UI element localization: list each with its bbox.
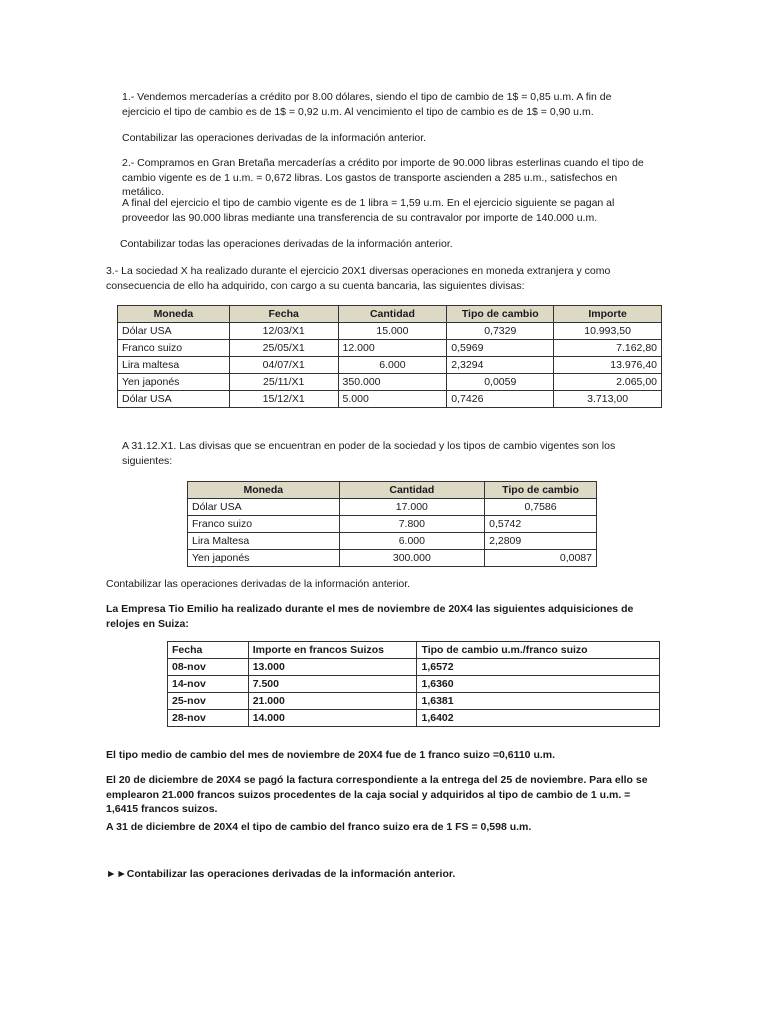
cell-fecha: 25-nov (168, 693, 249, 710)
cell-tipo-cambio: 0,7586 (485, 499, 597, 516)
column-header: Moneda (188, 482, 340, 499)
cell-tipo-cambio: 0,5969 (447, 340, 554, 357)
table-row (118, 357, 662, 374)
exercise-3-statement: 3.- La sociedad X ha realizado durante el ejercicio 20X1 diversas operaciones en moneda extranjera y como consecuencia de ello ha adquirido, con cargo a su cuenta bancaria, las siguientes divisas: (106, 265, 611, 292)
cell-fecha: 12/03/X1 (229, 323, 338, 340)
cell-cantidad: 6.000 (338, 357, 447, 374)
exercise-2-year-end: A final del ejercicio el tipo de cambio vigente es de 1 libra = 1,59 u.m. En el ejercicio siguiente se pagan al proveedor las 90.000 libras mediante una transferencia de su contravalor por importe de 140.000 u.m. (122, 197, 615, 224)
cell-fecha: 08-nov (168, 659, 249, 676)
cell-fecha: 15/12/X1 (229, 391, 338, 408)
exercise-4-year-end-rate: A 31 de diciembre de 20X4 el tipo de cambio del franco suizo era de 1 FS = 0,598 u.m. (106, 821, 532, 833)
exercise-4-instruction: ►►Contabilizar las operaciones derivadas de la información anterior. (106, 868, 456, 880)
column-header: Moneda (118, 306, 230, 323)
exercise-4-payment: El 20 de diciembre de 20X4 se pagó la factura correspondiente a la entrega del 25 de noviembre. Para ello se emplearon 21.000 francos suizos procedentes de la caja social y adquiridos al tipo de cambio de 1 u.m. = 1,6415 francos suizos. (106, 774, 648, 815)
exercise-3-instruction: Contabilizar las operaciones derivadas de la información anterior. (106, 578, 411, 590)
cell-fecha: 28-nov (168, 710, 249, 727)
table-row (188, 499, 597, 516)
table-row (168, 710, 660, 727)
cell-cantidad: 15.000 (338, 323, 447, 340)
column-header: Cantidad (339, 482, 485, 499)
cell-moneda: Yen japonés (188, 550, 340, 567)
column-header: Tipo de cambio (447, 306, 554, 323)
table-row (168, 676, 660, 693)
cell-tipo-cambio: 1,6572 (417, 659, 660, 676)
cell-moneda: Franco suizo (118, 340, 230, 357)
cell-importe: 14.000 (248, 710, 417, 727)
cell-fecha: 14-nov (168, 676, 249, 693)
table-row (118, 340, 662, 357)
column-header: Cantidad (338, 306, 447, 323)
cell-tipo-cambio: 1,6360 (417, 676, 660, 693)
exercise-4-statement: La Empresa Tio Emilio ha realizado durante el mes de noviembre de 20X4 las siguientes adquisiciones de relojes en Suiza: (106, 603, 634, 630)
table-row (168, 693, 660, 710)
cell-importe: 7.162,80 (554, 340, 662, 357)
table-row (168, 659, 660, 676)
cell-moneda: Dólar USA (188, 499, 340, 516)
table-header-row (168, 642, 660, 659)
cell-tipo-cambio: 1,6381 (417, 693, 660, 710)
exercise-1-instruction: Contabilizar las operaciones derivadas de la información anterior. (122, 132, 427, 144)
exercise-1-statement: 1.- Vendemos mercaderías a crédito por 8.00 dólares, siendo el tipo de cambio de 1$ = 0,85 u.m. A fin de ejercicio el tipo de cambio es de 1$ = 0,92 u.m. Al vencimiento el tipo de cambio es de 1$ = 0,90 u.m. (122, 91, 612, 118)
cell-importe: 10.993,50 (554, 323, 662, 340)
cell-tipo-cambio: 0,7426 (447, 391, 554, 408)
cell-fecha: 25/11/X1 (229, 374, 338, 391)
cell-cantidad: 5.000 (338, 391, 447, 408)
cell-moneda: Lira Maltesa (188, 533, 340, 550)
column-header: Tipo de cambio (485, 482, 597, 499)
table-row (188, 550, 597, 567)
cell-importe: 3.713,00 (554, 391, 662, 408)
table-row (118, 374, 662, 391)
table-row (118, 391, 662, 408)
cell-moneda: Yen japonés (118, 374, 230, 391)
cell-cantidad: 12.000 (338, 340, 447, 357)
exercise-3-year-end: A 31.12.X1. Las divisas que se encuentran en poder de la sociedad y los tipos de cambio vigentes son los siguientes: (122, 440, 616, 467)
cell-tipo-cambio: 2,2809 (485, 533, 597, 550)
cell-importe: 13.000 (248, 659, 417, 676)
cell-importe: 2.065,00 (554, 374, 662, 391)
column-header: Tipo de cambio u.m./franco suizo (417, 642, 660, 659)
column-header: Fecha (168, 642, 249, 659)
cell-tipo-cambio: 2,3294 (447, 357, 554, 374)
table-header-row (188, 482, 597, 499)
exercise-2-instruction: Contabilizar todas las operaciones derivadas de la información anterior. (120, 238, 453, 250)
cell-cantidad: 300.000 (339, 550, 485, 567)
cell-fecha: 04/07/X1 (229, 357, 338, 374)
cell-tipo-cambio: 1,6402 (417, 710, 660, 727)
cell-importe: 21.000 (248, 693, 417, 710)
table-swiss-purchases (167, 641, 660, 727)
cell-moneda: Dólar USA (118, 323, 230, 340)
exercise-2-statement: 2.- Compramos en Gran Bretaña mercaderías a crédito por importe de 90.000 libras esterlinas cuando el tipo de cambio vigente es de 1 u.m. = 0,672 libras. Los gastos de transporte ascienden a 285 u.m., satisfechos en metálico. (122, 157, 644, 198)
cell-fecha: 25/05/X1 (229, 340, 338, 357)
cell-moneda: Lira maltesa (118, 357, 230, 374)
cell-cantidad: 17.000 (339, 499, 485, 516)
cell-importe: 13.976,40 (554, 357, 662, 374)
cell-tipo-cambio: 0,5742 (485, 516, 597, 533)
cell-importe: 7.500 (248, 676, 417, 693)
cell-cantidad: 6.000 (339, 533, 485, 550)
column-header: Fecha (229, 306, 338, 323)
table-row (188, 516, 597, 533)
table-row (188, 533, 597, 550)
column-header: Importe (554, 306, 662, 323)
column-header: Importe en francos Suizos (248, 642, 417, 659)
cell-moneda: Franco suizo (188, 516, 340, 533)
cell-tipo-cambio: 0,0059 (447, 374, 554, 391)
exercise-4-average-rate: El tipo medio de cambio del mes de noviembre de 20X4 fue de 1 franco suizo =0,6110 u.m. (106, 749, 556, 761)
cell-moneda: Dólar USA (118, 391, 230, 408)
table-header-row (118, 306, 662, 323)
table-currency-purchases (117, 305, 662, 408)
table-currency-holdings (187, 481, 597, 567)
table-row (118, 323, 662, 340)
cell-cantidad: 7.800 (339, 516, 485, 533)
cell-tipo-cambio: 0,7329 (447, 323, 554, 340)
cell-cantidad: 350.000 (338, 374, 447, 391)
cell-tipo-cambio: 0,0087 (485, 550, 597, 567)
